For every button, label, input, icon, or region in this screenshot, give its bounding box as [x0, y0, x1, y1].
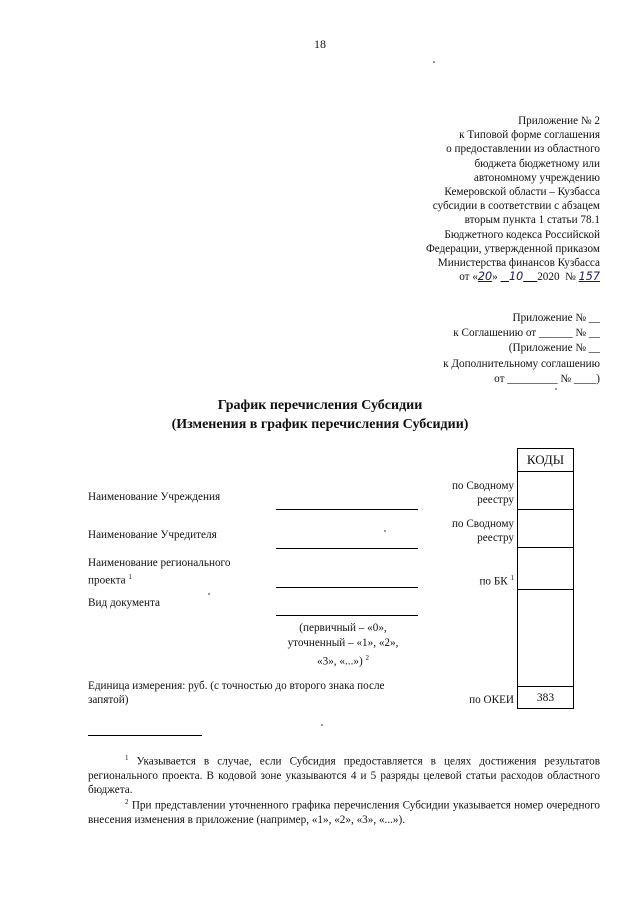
label-doc-type: Вид документа — [88, 597, 160, 609]
handwritten-month: 10 — [508, 270, 524, 284]
document-subtitle: (Изменения в график перечисления Субсидии) — [171, 417, 469, 432]
label-po-bk-text: по БК — [479, 575, 508, 588]
number-sign: № — [565, 271, 576, 284]
label-po-svodnomu: по Сводному — [451, 480, 514, 492]
fill-line-founder — [276, 548, 418, 549]
appendix-form-line: от _________ № ____) — [494, 372, 600, 385]
code-cell-doc-type — [518, 590, 573, 687]
appendix-form-line: Приложение № __ — [512, 312, 600, 324]
code-cell-founder — [518, 510, 573, 548]
footnote-2-mark: 2 — [125, 798, 129, 806]
appendix-form-line: (Приложение № __ — [508, 342, 600, 355]
label-reestru: реестру — [477, 494, 514, 506]
doc-type-hint-line2: уточненный – «1», «2», — [287, 637, 399, 649]
scan-speck — [321, 724, 323, 726]
label-reestru: реестру — [477, 532, 514, 544]
handwritten-number: 157 — [578, 270, 600, 284]
appendix-line: автономному учреждению — [473, 171, 600, 184]
label-regional-project — [88, 556, 230, 588]
appendix-line: Министерства финансов Кузбасса — [437, 257, 600, 270]
date-mid: » — [492, 271, 501, 284]
document-title: График перечисления Субсидии — [217, 398, 423, 413]
scan-speck — [384, 530, 386, 532]
label-institution: Наименование Учреждения — [88, 491, 221, 503]
label-unit-line2: запятой) — [88, 694, 129, 706]
fill-line-institution — [276, 509, 418, 510]
label-regional-project-line1: Наименование регионального — [88, 557, 231, 569]
label-po-bk — [420, 571, 514, 589]
footnote-2 — [88, 795, 600, 827]
footnote-1-text: Указывается в случае, если Субсидия предоставляется в целях достижения результатов регионального проекта. В кодовой зоне указываются 4 и 5 разряды целевой статьи расходов областного бюджета. — [88, 755, 600, 797]
appendix-line: к Типовой форме соглашения — [459, 129, 600, 142]
footnote-1-mark: 1 — [125, 754, 129, 762]
appendix-form-line: к Дополнительному соглашению — [443, 357, 600, 370]
code-cell-bk — [518, 548, 573, 590]
scan-speck — [555, 388, 557, 390]
label-unit-line1: Единица измерения: руб. (с точностью до второго знака после — [88, 680, 385, 692]
appendix-line: о предоставлении из областного — [446, 143, 600, 156]
label-unit — [88, 679, 418, 707]
doc-type-hint-line3: «3», «...») — [317, 655, 363, 668]
appendix-line: Кемеровской области – Кузбасса — [444, 186, 600, 199]
footnote-ref-2: 2 — [365, 654, 369, 662]
appendix-form — [340, 311, 600, 387]
month-underline — [501, 271, 538, 283]
date-year: 2020 — [537, 271, 560, 284]
label-founder: Наименование Учредителя — [88, 529, 217, 541]
codes-table — [517, 448, 574, 709]
appendix-line: бюджета бюджетному или — [474, 157, 600, 170]
label-po-svodnomu: по Сводному — [451, 518, 514, 530]
scan-speck — [433, 61, 435, 63]
label-svodny-reestr-2 — [420, 517, 514, 545]
appendix-line: Бюджетного кодекса Российской — [444, 228, 600, 241]
code-cell-institution — [518, 472, 573, 510]
label-po-okei: по ОКЕИ — [469, 694, 514, 706]
label-svodny-reestr-1 — [420, 479, 514, 507]
code-cell-okei: 383 — [536, 692, 555, 704]
doc-type-hint — [270, 621, 416, 670]
footnote-separator — [88, 735, 202, 736]
handwritten-day: 20 — [477, 270, 493, 284]
footnote-1 — [88, 751, 600, 797]
label-regional-project-line2: проекта — [88, 574, 126, 587]
footnote-ref-1: 1 — [128, 573, 132, 581]
doc-type-hint-line1: (первичный – «0», — [299, 622, 387, 634]
page-number: 18 — [314, 37, 326, 51]
appendix-line: вторым пункта 1 статьи 78.1 — [464, 214, 600, 227]
approval-date-line — [360, 270, 600, 284]
footnote-ref-1: 1 — [510, 574, 514, 582]
codes-header: КОДЫ — [518, 449, 573, 472]
appendix-line: Приложение № 2 — [518, 115, 600, 127]
fill-line-doc-type — [276, 615, 418, 616]
date-prefix: от « — [459, 271, 478, 284]
fill-line-regional-project — [276, 587, 418, 588]
footnote-2-text: При представлении уточненного графика перечисления Субсидии указывается номер очередного внесения изменения в приложение (например, «1», «2», «3», «...»). — [88, 799, 600, 826]
appendix-line: Федерации, утвержденной приказом — [425, 242, 600, 255]
appendix-form-line: к Соглашению от ______ № __ — [453, 327, 600, 340]
scan-speck — [208, 593, 210, 595]
appendix-header — [360, 114, 600, 284]
appendix-line: субсидии в соответствии с абзацем — [432, 200, 600, 213]
